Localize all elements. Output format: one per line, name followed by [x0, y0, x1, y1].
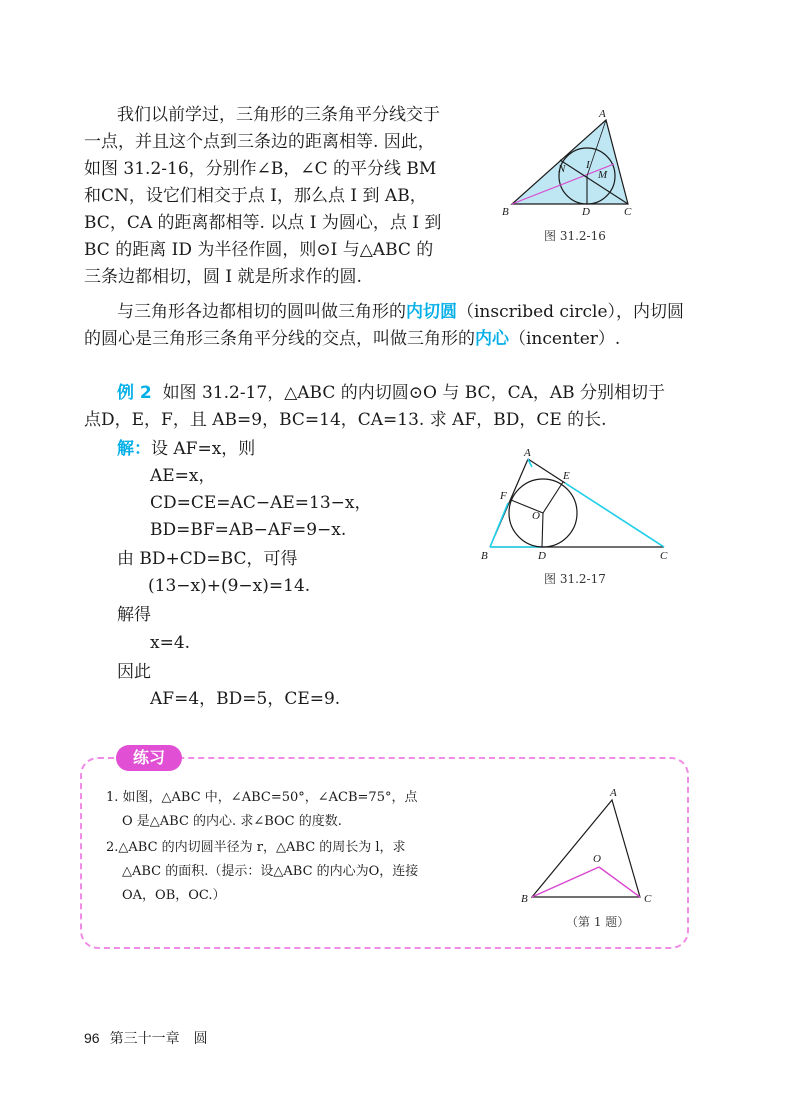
- solution-label: 解：: [117, 439, 151, 459]
- example-text: 如图 31.2-17，△ABC 的内切圆⊙O 与 BC，CA，AB 分别相切于: [162, 383, 666, 403]
- solution-equation: (13−x)+(9−x)=14.: [148, 576, 311, 596]
- practice-item: OA，OB，OC.）: [122, 888, 226, 903]
- example-label: 例 2: [117, 383, 152, 403]
- intro-line: 一点，并且这个点到三条边的距离相等. 因此，: [84, 132, 435, 152]
- label-c: C: [624, 206, 632, 218]
- solution-step: CD=CE=AC−AE=13−x，: [150, 493, 372, 513]
- definition-text: （incenter）.: [509, 329, 621, 349]
- label-o: O: [593, 853, 601, 865]
- label-o: O: [532, 510, 540, 522]
- definition-text: （inscribed circle），内切圆: [457, 302, 685, 322]
- segment-ob: [532, 867, 599, 897]
- page-number: 96: [84, 1030, 100, 1046]
- definition-line-1: [117, 300, 684, 324]
- term-inscribed-circle: 内切圆: [406, 302, 457, 322]
- label-m: M: [598, 169, 608, 181]
- intro-line: 如图 31.2-16，分别作∠B，∠C 的平分线 BM: [84, 159, 437, 179]
- example-line-2: 点D，E，F，且 AB=9，BC=14，CA=13. 求 AF，BD，CE 的长.: [84, 410, 607, 430]
- intro-line: BC，CA 的距离都相等. 以点 I 为圆心，点 I 到: [84, 213, 442, 233]
- figure-31-2-17: [478, 445, 678, 570]
- figure-caption: （第 1 题）: [566, 915, 630, 929]
- segment-oc: [599, 867, 640, 897]
- practice-item: △ABC 的面积.（提示：设△ABC 的内心为O，连接: [122, 864, 419, 879]
- triangle-abc: [532, 800, 640, 897]
- figure-caption: 图 31.2-17: [544, 572, 606, 586]
- chapter-title: 第三十一章 圆: [109, 1031, 208, 1047]
- label-c: C: [660, 550, 668, 562]
- solution-text: 设 AF=x，则: [151, 439, 256, 459]
- label-d: D: [582, 206, 590, 218]
- practice-item: O 是△ABC 的内心. 求∠BOC 的度数.: [122, 814, 342, 829]
- definition-text: 的圆心是三角形三条角平分线的交点，叫做三角形的: [84, 329, 475, 349]
- definition-line-2: [84, 327, 620, 351]
- intro-line: 和CN，设它们相交于点 I，那么点 I 到 AB，: [84, 186, 427, 206]
- label-a: A: [599, 108, 606, 120]
- label-e: E: [563, 470, 570, 482]
- solution-step: AE=x，: [150, 466, 216, 486]
- figure-31-2-16: [500, 100, 645, 222]
- intro-line: 我们以前学过，三角形的三条角平分线交于: [117, 105, 440, 125]
- solution-answer: AF=4，BD=5，CE=9.: [150, 689, 341, 709]
- label-b: B: [481, 550, 488, 562]
- definition-text: 与三角形各边都相切的圆叫做三角形的: [117, 302, 406, 322]
- practice-item: 1. 如图，△ABC 中，∠ABC=50°，∠ACB=75°，点: [106, 790, 418, 805]
- intro-line: 三条边都相切，圆 I 就是所求作的圆.: [84, 267, 362, 287]
- label-a: A: [524, 447, 531, 459]
- tangent-bf: [490, 503, 508, 547]
- radius-oe: [543, 482, 563, 513]
- practice-title: 练习: [116, 745, 182, 771]
- practice-figure: [518, 782, 658, 907]
- figure-caption: 图 31.2-16: [544, 229, 606, 243]
- example-line-1: [117, 381, 665, 405]
- intro-line: BC 的距离 ID 为半径作圆，则⊙I 与△ABC 的: [84, 240, 434, 260]
- label-f: F: [500, 490, 507, 502]
- label-c: C: [644, 893, 652, 905]
- solution-step: BD=BF=AB−AF=9−x.: [150, 520, 347, 540]
- label-a: A: [610, 787, 617, 799]
- solution-line: [117, 437, 255, 461]
- label-n: N: [558, 163, 566, 175]
- solution-result: x=4.: [150, 633, 191, 653]
- solve-label: 解得: [117, 605, 151, 625]
- solution-since: 由 BD+CD=BC，可得: [117, 549, 298, 569]
- label-i: I: [586, 159, 590, 171]
- label-d: D: [538, 550, 546, 562]
- term-incenter: 内心: [475, 329, 509, 349]
- practice-item: 2.△ABC 的内切圆半径为 r，△ABC 的周长为 l，求: [106, 840, 406, 855]
- tangent-ec: [565, 483, 664, 547]
- radius-od: [542, 513, 543, 547]
- label-b: B: [502, 206, 509, 218]
- label-b: B: [521, 893, 528, 905]
- page-footer: [84, 1028, 208, 1048]
- therefore-label: 因此: [117, 662, 151, 682]
